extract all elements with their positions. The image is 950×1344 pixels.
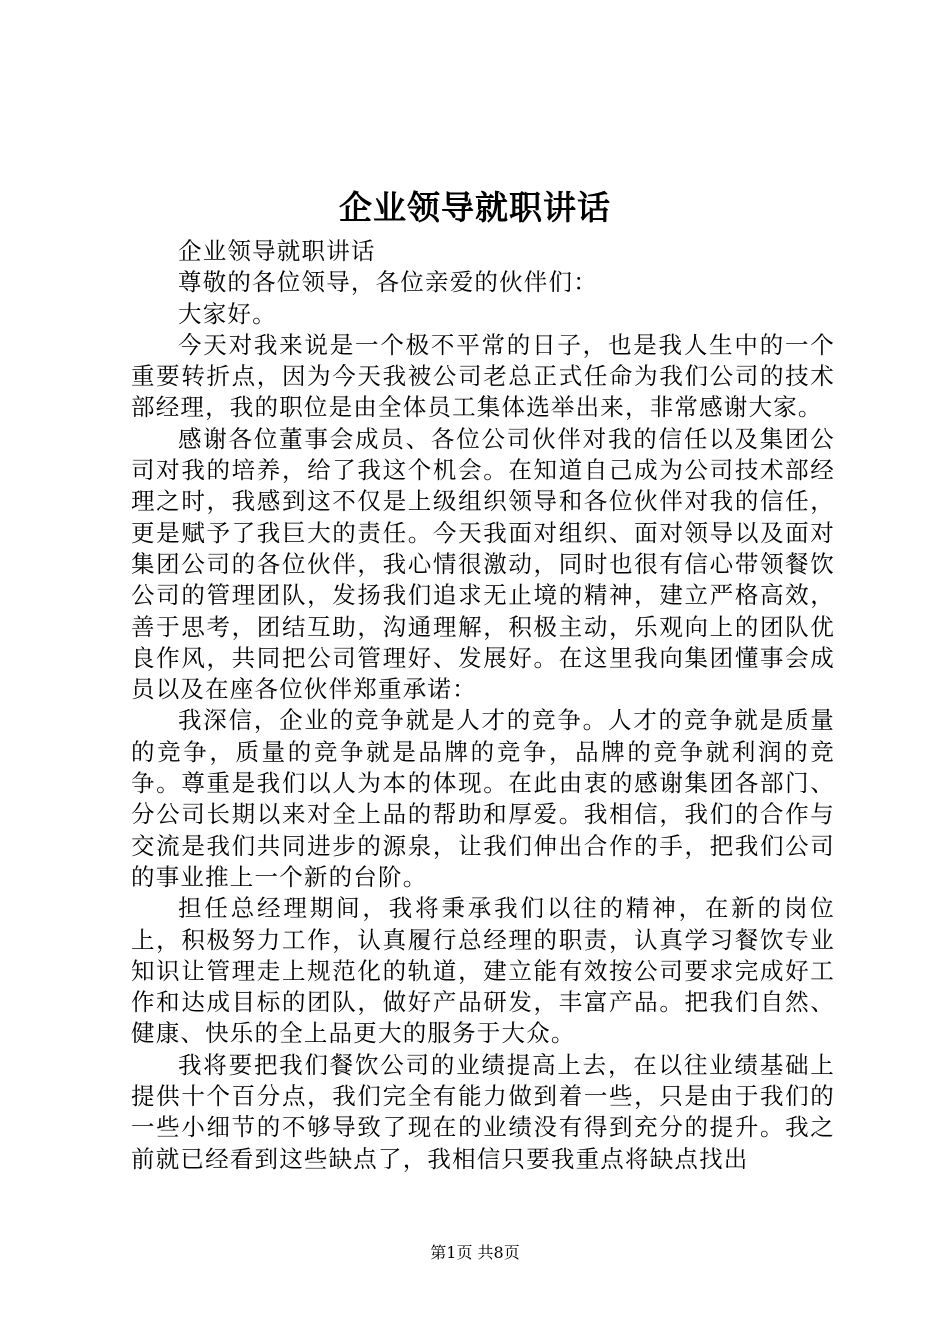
- paragraph-salutation: 尊敬的各位领导，各位亲爱的伙伴们：: [178, 268, 598, 297]
- paragraph-1: 今天对我来说是一个极不平常的日子，也是我人生中的一个重要转折点，因为今天我被公司老总正式任命为我们公司的技术部经理，我的职位是由全体员工集体选举出来，非常感谢大家。: [131, 330, 835, 422]
- paragraph-4: 担任总经理期间，我将秉承我们以往的精神，在新的岗位上，积极努力工作，认真履行总经理的职责，认真学习餐饮专业知识让管理走上规范化的轨道，建立能有效按公司要求完成好工作和达成目标的团队，做好产品研发，丰富产品。把我们自然、健康、快乐的全上品更大的服务于大众。: [131, 894, 835, 1048]
- paragraph-heading: 企业领导就职讲话: [178, 237, 376, 265]
- paragraph-greeting: 大家好。: [178, 299, 277, 328]
- document-body: [131, 236, 835, 1175]
- paragraph-2: 感谢各位董事会成员、各位公司伙伴对我的信任以及集团公司对我的培养，给了我这个机会。在知道自己成为公司技术部经理之时，我感到这不仅是上级组织领导和各位伙伴对我的信任，更是赋予了我巨大的责任。今天我面对组织、面对领导以及面对集团公司的各位伙伴，我心情很激动，同时也很有信心带领餐饮公司的管理团队，发扬我们追求无止境的精神，建立严格高效，善于思考，团结互助，沟通理解，积极主动，乐观向上的团队优良作风，共同把公司管理好、发展好。在这里我向集团懂事会成员以及在座各位伙伴郑重承诺：: [131, 424, 835, 704]
- paragraph-5: 我将要把我们餐饮公司的业绩提高上去，在以往业绩基础上提供十个百分点，我们完全有能力做到着一些，只是由于我们的一些小细节的不够导致了现在的业绩没有得到充分的提升。我之前就已经看到这些缺点了，我相信只要我重点将缺点找出: [131, 1050, 835, 1173]
- page-number-footer: 第1页 共8页: [430, 1243, 520, 1262]
- document-title: 企业领导就职讲话: [339, 188, 611, 227]
- paragraph-3: 我深信，企业的竞争就是人才的竞争。人才的竞争就是质量的竞争，质量的竞争就是品牌的竞争，品牌的竞争就利润的竞争。尊重是我们以人为本的体现。在此由衷的感谢集团各部门、分公司长期以来对全上品的帮助和厚爱。我相信，我们的合作与交流是我们共同进步的源泉，让我们伸出合作的手，把我们公司的事业推上一个新的台阶。: [131, 706, 835, 891]
